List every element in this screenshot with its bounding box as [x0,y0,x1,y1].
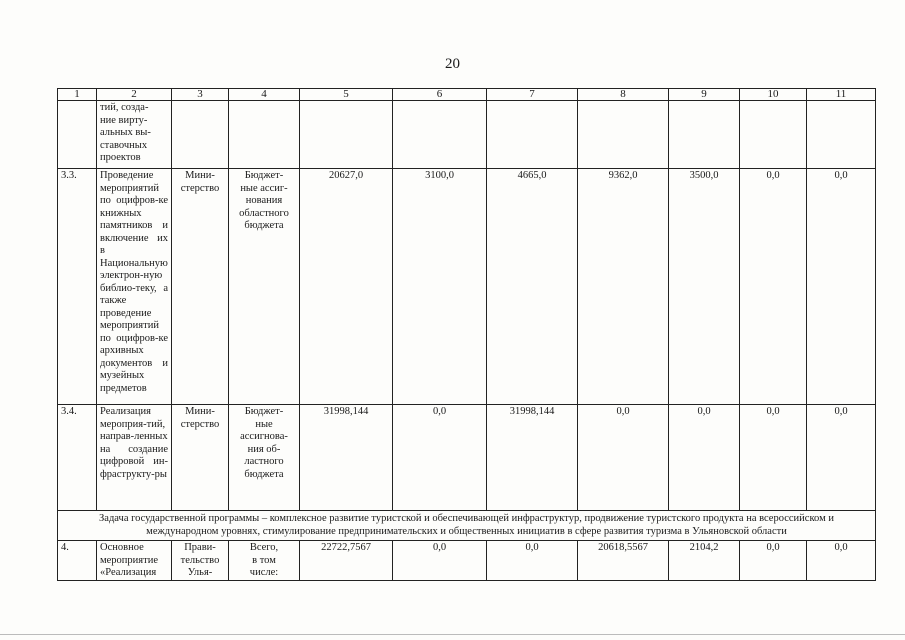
column-number-row [58,89,876,101]
continued-row [58,101,876,169]
value-year: 0,0 [807,405,876,511]
column-number: 3 [172,89,229,101]
column-number: 8 [578,89,669,101]
column-number: 11 [807,89,876,101]
value-year: 0,0 [740,541,807,581]
column-number: 6 [393,89,487,101]
value-year: 0,0 [578,405,669,511]
column-number: 10 [740,89,807,101]
value-year: 0,0 [740,169,807,405]
activity-name: Проведение мероприятий по оцифров-ке книжных памятников и включение их в Национальную электрон-ную библио-теку, а также проведение мероприятий по оцифров-ке архивных документов и музейных предметов [97,169,172,405]
value-year: 0,0 [807,169,876,405]
value-year: 0,0 [487,541,578,581]
value-year: 31998,144 [487,405,578,511]
activity-name: Основное мероприятие «Реализация [100,542,158,578]
program-task: Задача государственной программы – комплексное развитие туристской и обеспечивающей инфраструктур, продвижение туристского продукта на всероссийском и международном уровнях, стимулирование предпринимательских и общественных инициатив в сфере развития туризма в Ульяновской области [58,511,876,541]
value-year: 4665,0 [487,169,578,405]
funding-source: Всего, в том числе: [249,542,279,578]
continued-text: тий, созда- ние вирту- альных вы- ставочных проектов [97,101,172,169]
value-total: 31998,144 [300,405,393,511]
value-year: 0,0 [393,405,487,511]
executor: Мини- стерство [172,405,229,511]
executor: Мини- стерство [172,169,229,405]
column-number: 4 [229,89,300,101]
table-row [58,169,876,405]
row-number: 4. [58,541,97,581]
page-number: 20 [445,56,460,72]
row-number: 3.3. [58,169,97,405]
column-number: 9 [669,89,740,101]
budget-table [57,88,876,581]
value-year: 3100,0 [393,169,487,405]
value-year: 0,0 [393,541,487,581]
column-number: 1 [58,89,97,101]
column-number: 5 [300,89,393,101]
value-year: 0,0 [807,541,876,581]
value-year: 0,0 [740,405,807,511]
funding-source: Бюджет- ные ассигнова- ния об- ластного бюджета [229,405,300,511]
activity-name: Реализация мероприя-тий, направ-ленных на создание цифровой ин-фраструкту-ры [97,405,172,511]
task-row [58,511,876,541]
value-year: 9362,0 [578,169,669,405]
value-total: 20627,0 [300,169,393,405]
column-number: 2 [97,89,172,101]
value-year: 20618,5567 [578,541,669,581]
value-year: 3500,0 [669,169,740,405]
table-row [58,541,876,581]
value-year: 2104,2 [669,541,740,581]
value-total: 22722,7567 [300,541,393,581]
funding-source: Бюджет- ные ассиг- нования областного бюджета [229,169,300,405]
row-number: 3.4. [58,405,97,511]
column-number: 7 [487,89,578,101]
table-row [58,405,876,511]
value-year: 0,0 [669,405,740,511]
executor: Прави- тельство Улья- [180,542,220,578]
scan-edge [0,634,905,635]
